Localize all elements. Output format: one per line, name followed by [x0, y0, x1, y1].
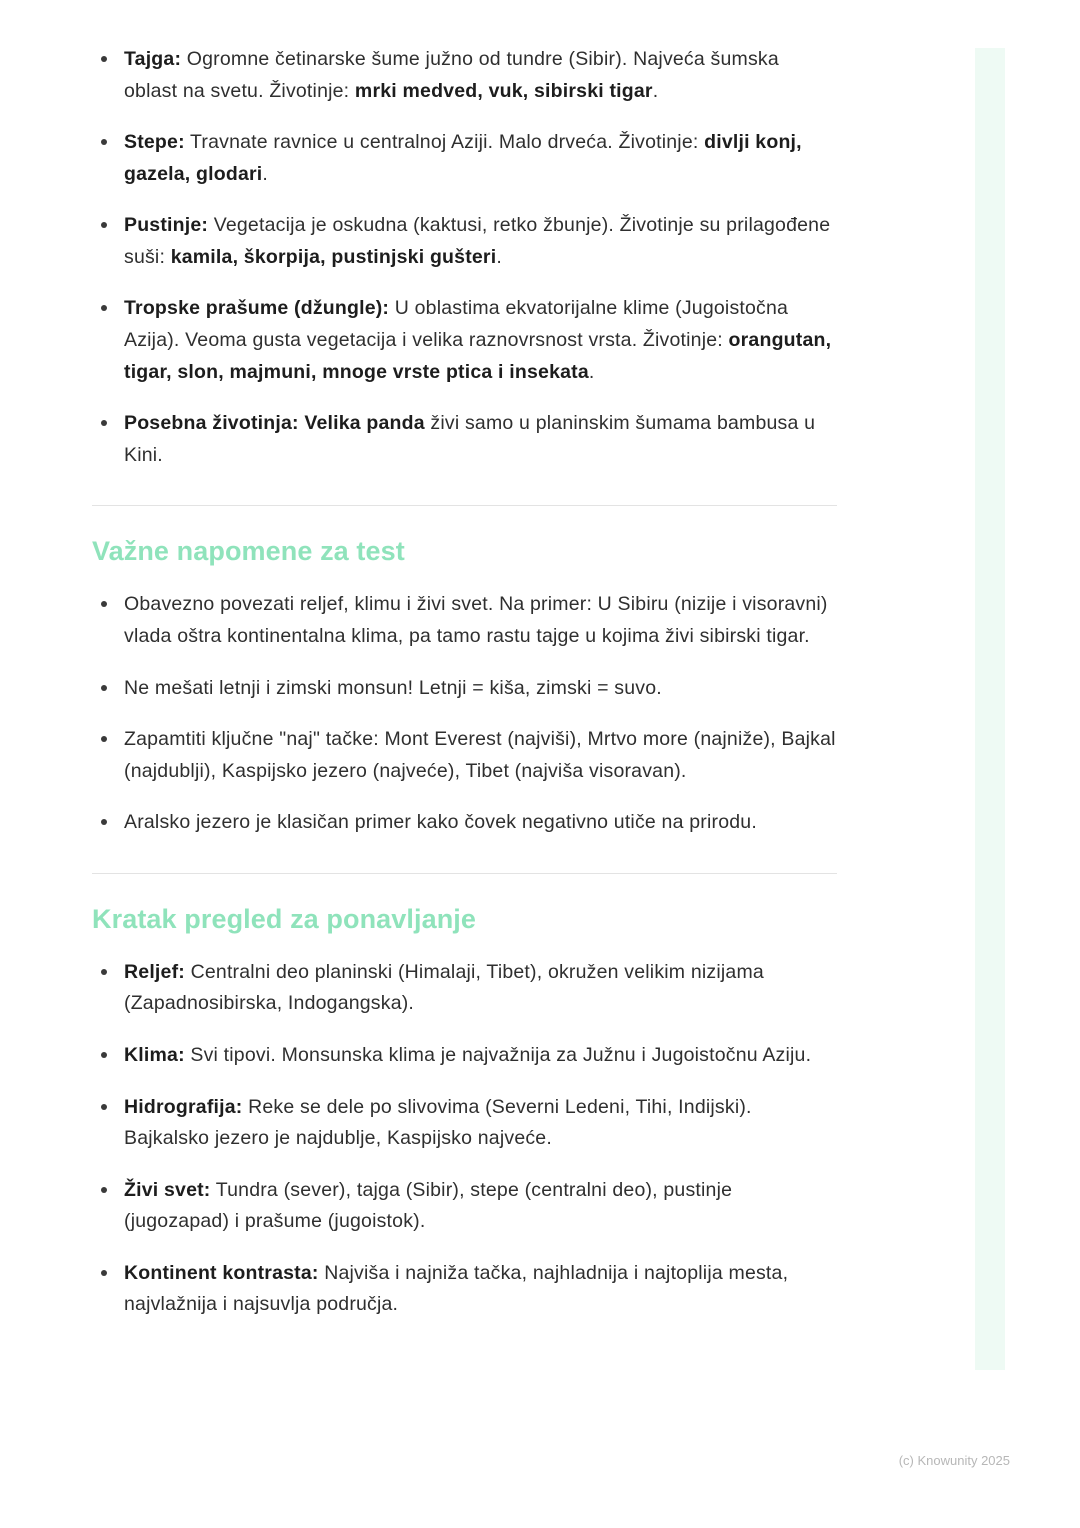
list-item-text: Centralni deo planinski (Himalaji, Tibet), okružen velikim nizijama (Zapadnosibirska, Indogangska).	[124, 960, 764, 1015]
list-item-text: Svi tipovi. Monsunska klima je najvažnija za Južnu i Jugoistočnu Aziju.	[184, 1043, 812, 1066]
list-item	[92, 673, 837, 705]
list-item-text: Travnate ravnice u centralnoj Aziji. Malo drveća. Životinje:	[184, 131, 705, 154]
list-item-lead: Hidrografija:	[124, 1095, 243, 1118]
biomes-list	[92, 44, 837, 471]
list-item	[92, 210, 837, 273]
list-item-text: Reke se dele po slivovima (Severni Ledeni, Tihi, Indijski). Bajkalsko jezero je najdublje, Kaspijsko najveće.	[124, 1095, 752, 1150]
list-item-text: živi samo u planinskim šumama bambusa u Kini.	[124, 412, 816, 466]
list-item	[92, 724, 837, 787]
section-napomene	[92, 536, 837, 838]
napomene-list	[92, 589, 837, 838]
list-item-text: U oblastima ekvatorijalne klime (Jugoistočna Azija). Veoma gusta vegetacija i velika raznovrsnost vrsta. Životinje:	[124, 297, 789, 352]
list-item-lead: Reljef:	[124, 960, 185, 983]
list-item	[92, 408, 837, 471]
section-divider	[92, 873, 837, 874]
list-item-text: Najviša i najniža tačka, najhladnija i najtoplija mesta, najvlažnija i najsuvlja područja.	[124, 1261, 789, 1316]
section-title: Važne napomene za test	[92, 536, 405, 567]
list-item-lead: Posebna životinja: Velika panda	[124, 412, 425, 435]
list-item-tail: .	[652, 79, 659, 102]
list-item	[92, 589, 837, 652]
list-item-text: Aralsko jezero je klasičan primer kako čovek negativno utiče na prirodu.	[124, 811, 757, 834]
document-content	[92, 44, 837, 1321]
list-item-strong: divlji konj, gazela, glodari	[124, 131, 802, 185]
pregled-list	[92, 957, 837, 1321]
list-item-lead: Tajga:	[124, 48, 182, 70]
list-item	[92, 44, 837, 107]
list-item-lead: Klima:	[124, 1043, 185, 1066]
list-item	[92, 957, 837, 1020]
section-pregled	[92, 904, 837, 1321]
section-title: Kratak pregled za ponavljanje	[92, 903, 477, 934]
decorative-side-band	[975, 48, 1005, 1370]
list-item-lead: Pustinje:	[124, 214, 209, 237]
list-item	[92, 807, 837, 839]
list-item-strong: orangutan, tigar, slon, majmuni, mnoge vrste ptica i insekata	[124, 329, 832, 383]
list-item	[92, 1258, 837, 1321]
list-item-lead: Tropske prašume (džungle):	[124, 297, 390, 320]
list-item-text: Tundra (sever), tajga (Sibir), stepe (centralni deo), pustinje (jugozapad) i prašume (jugoistok).	[124, 1178, 733, 1233]
list-item-tail: .	[588, 360, 595, 383]
list-item-lead: Stepe:	[124, 131, 185, 154]
section-biomes	[92, 44, 837, 471]
list-item-text: Vegetacija je oskudna (kaktusi, retko žbunje). Životinje su prilagođene suši:	[124, 214, 831, 268]
list-item	[92, 1092, 837, 1155]
list-item	[92, 127, 837, 190]
list-item-tail: .	[262, 162, 269, 185]
list-item-text: Ogromne četinarske šume južno od tundre (Sibir). Najveća šumska oblast na svetu. Životinje:	[124, 48, 779, 102]
list-item-strong: kamila, škorpija, pustinjski gušteri	[170, 245, 497, 268]
list-item-lead: Kontinent kontrasta:	[124, 1261, 319, 1284]
list-item-text: Zapamtiti ključne "naj" tačke: Mont Everest (najviši), Mrtvo more (najniže), Bajkal (najdublji), Kaspijsko jezero (najveće), Tibet (najviša visoravan).	[124, 728, 836, 782]
section-divider	[92, 505, 837, 506]
list-item-strong: mrki medved, vuk, sibirski tigar	[354, 79, 653, 102]
footer-copyright: (c) Knowunity 2025	[898, 1453, 1010, 1468]
list-item-text: Ne mešati letnji i zimski monsun! Letnji = kiša, zimski = suvo.	[124, 676, 662, 699]
list-item	[92, 1175, 837, 1238]
list-item-lead: Živi svet:	[124, 1178, 211, 1201]
list-item	[92, 1040, 837, 1072]
list-item	[92, 293, 837, 388]
list-item-tail: .	[496, 245, 502, 268]
list-item-text: Obavezno povezati reljef, klimu i živi svet. Na primer: U Sibiru (nizije i visoravni) vlada oštra kontinentalna klima, pa tamo rastu tajge u kojima živi sibirski tigar.	[124, 593, 828, 647]
